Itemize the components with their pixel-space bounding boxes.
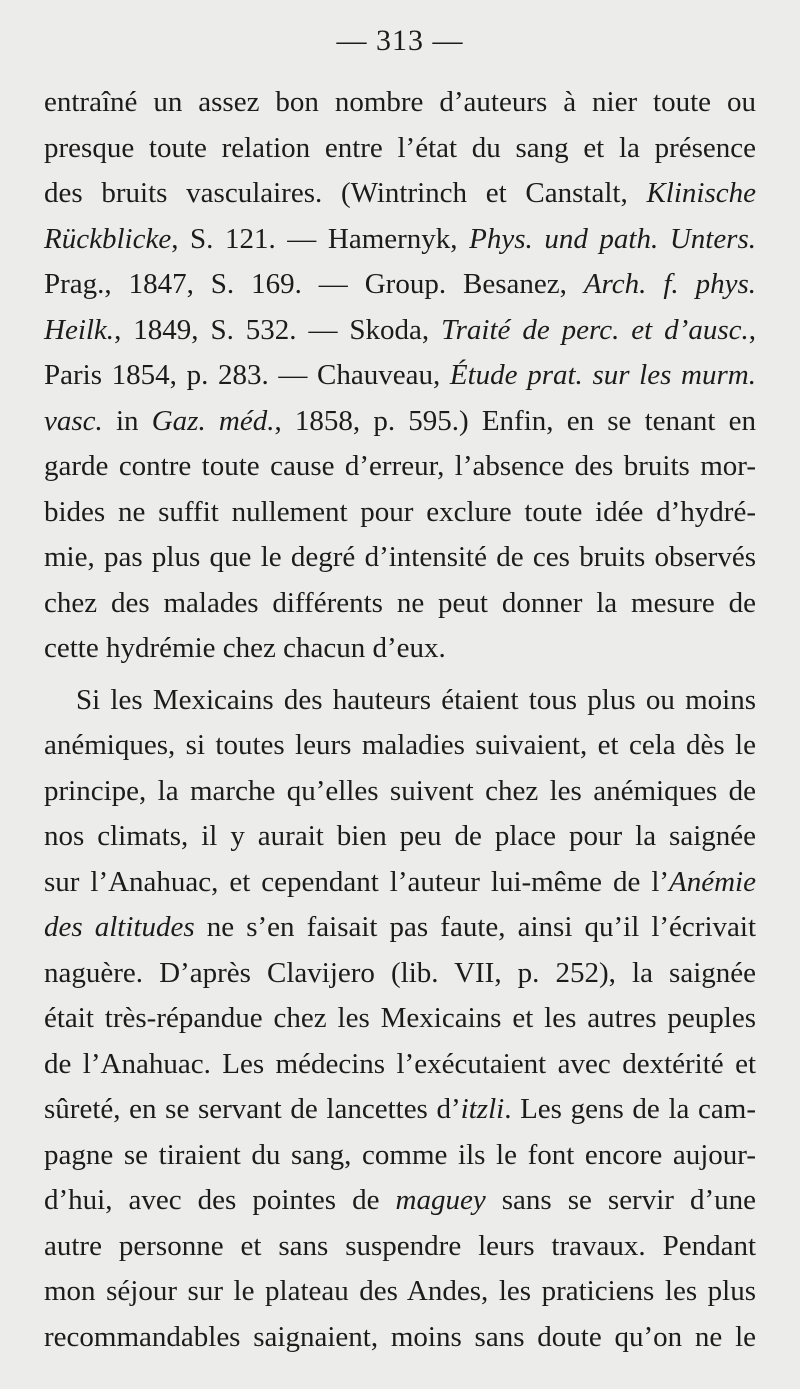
text-line bbox=[44, 951, 756, 997]
page-number: — 313 — bbox=[336, 24, 464, 57]
text-segment: mie, pas plus que le degré d’intensité de ces bruits observés bbox=[44, 541, 756, 573]
text-line bbox=[44, 1224, 756, 1270]
body-text bbox=[44, 80, 756, 1360]
text-segment: anémiques, si toutes leurs maladies suivaient, et cela dès le bbox=[44, 729, 756, 761]
text-line bbox=[44, 444, 756, 490]
text-line bbox=[44, 126, 756, 172]
text-line bbox=[44, 1087, 756, 1133]
text-segment: mon séjour sur le plateau des Andes, les praticiens les plus bbox=[44, 1275, 756, 1307]
text-segment: cette hydrémie chez chacun d’eux. bbox=[44, 632, 446, 664]
italic-segment: Anémie bbox=[669, 865, 756, 898]
text-line bbox=[44, 814, 756, 860]
text-segment: Paris 1854, p. 283. — Chauveau, bbox=[44, 359, 450, 391]
text-line bbox=[44, 217, 756, 263]
text-segment: d’hui, avec des pointes de bbox=[44, 1184, 396, 1216]
text-line bbox=[44, 1269, 756, 1315]
text-line bbox=[44, 262, 756, 308]
text-segment: sans se servir d’une bbox=[485, 1184, 756, 1216]
text-segment: recommandables saignaient, moins sans doute qu’on ne le bbox=[44, 1320, 756, 1353]
text-segment: presque toute relation entre l’état du sang et la présence bbox=[44, 131, 756, 164]
text-segment: entraîné un assez bon nombre d’auteurs à nier toute ou bbox=[44, 86, 756, 118]
text-segment: nos climats, il y aurait bien peu de place pour la saignée bbox=[44, 820, 756, 852]
text-line bbox=[44, 535, 756, 581]
italic-segment: Traité de perc. et d’ausc. bbox=[441, 313, 749, 346]
text-line bbox=[44, 80, 756, 126]
italic-segment: Klinische bbox=[646, 177, 756, 209]
text-segment: sur l’Anahuac, et cependant l’auteur lui-même de l’ bbox=[44, 865, 670, 898]
text-line bbox=[44, 626, 756, 672]
text-segment: bides ne suffit nullement pour exclure toute idée d’hydré- bbox=[44, 495, 756, 528]
text-line bbox=[44, 905, 756, 951]
text-line bbox=[44, 860, 756, 906]
text-line bbox=[44, 1178, 756, 1224]
italic-segment: des altitudes bbox=[44, 911, 195, 943]
italic-segment: itzli bbox=[460, 1093, 505, 1125]
text-line bbox=[44, 1042, 756, 1088]
text-line bbox=[44, 171, 756, 217]
text-segment: chez des malades différents ne peut donner la mesure de bbox=[44, 586, 756, 619]
text-segment: , 1858, p. 595.) Enfin, en se tenant en bbox=[274, 404, 757, 437]
text-segment: autre personne et sans suspendre leurs travaux. Pendant bbox=[44, 1229, 756, 1262]
text-segment: , S. 121. — Hamernyk, bbox=[171, 222, 470, 255]
italic-segment: Arch. f. phys. bbox=[583, 268, 756, 300]
text-segment: . Les gens de la cam- bbox=[504, 1093, 756, 1125]
italic-segment: vasc. bbox=[44, 404, 103, 437]
text-line bbox=[44, 723, 756, 769]
text-segment: ne s’en faisait pas faute, ainsi qu’il l’écrivait bbox=[194, 911, 756, 943]
text-segment: des bruits vasculaires. (Wintrinch et Canstalt, bbox=[44, 177, 647, 209]
text-segment: , bbox=[748, 313, 756, 346]
text-segment: pagne se tiraient du sang, comme ils le font encore aujour- bbox=[44, 1138, 756, 1171]
text-line bbox=[44, 353, 756, 399]
italic-segment: Gaz. méd. bbox=[151, 404, 275, 437]
italic-segment: Étude prat. sur les murm. bbox=[449, 359, 756, 391]
text-segment: Prag., 1847, S. 169. — Group. Besanez, bbox=[44, 268, 584, 300]
text-segment: Si les Mexicains des hauteurs étaient tous plus ou moins bbox=[76, 683, 756, 716]
text-line bbox=[44, 1133, 756, 1179]
text-segment: in bbox=[102, 404, 152, 437]
text-line bbox=[44, 490, 756, 536]
text-segment: sûreté, en se servant de lancettes d’ bbox=[44, 1093, 461, 1125]
text-line bbox=[44, 769, 756, 815]
text-line bbox=[44, 399, 756, 445]
text-line bbox=[44, 1315, 756, 1361]
text-segment: principe, la marche qu’elles suivent chez les anémiques de bbox=[44, 774, 756, 807]
text-segment: , 1849, S. 532. — Skoda, bbox=[114, 313, 442, 346]
italic-segment: Phys. und path. Unters. bbox=[469, 222, 757, 255]
text-segment: de l’Anahuac. Les médecins l’exécutaient avec dextérité et bbox=[44, 1047, 756, 1080]
text-line bbox=[44, 308, 756, 354]
text-line bbox=[44, 678, 756, 724]
italic-segment: maguey bbox=[395, 1184, 486, 1216]
text-line bbox=[44, 581, 756, 627]
text-segment: naguère. D’après Clavijero (lib. VII, p. 252), la saignée bbox=[44, 956, 756, 989]
italic-segment: Heilk. bbox=[44, 313, 115, 346]
text-segment: était très-répandue chez les Mexicains et les autres peuples bbox=[44, 1002, 756, 1034]
italic-segment: Rückblicke bbox=[44, 222, 172, 255]
text-segment: garde contre toute cause d’erreur, l’absence des bruits mor- bbox=[44, 450, 756, 482]
text-line bbox=[44, 996, 756, 1042]
